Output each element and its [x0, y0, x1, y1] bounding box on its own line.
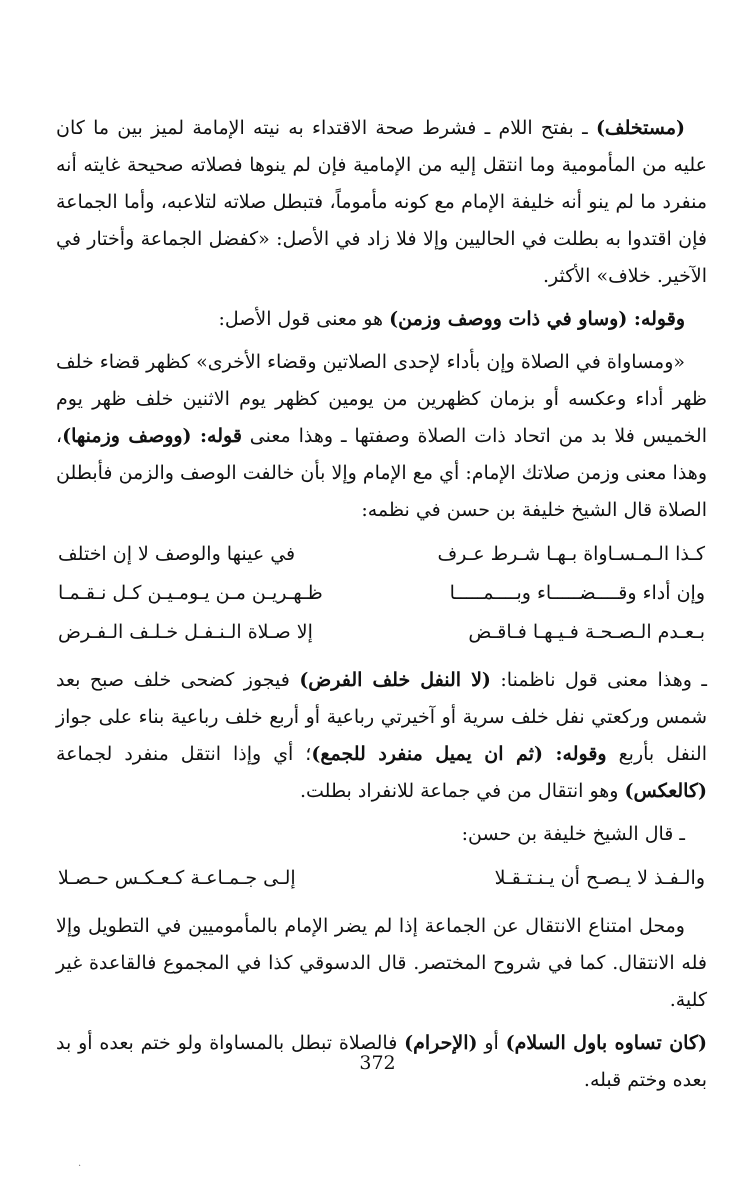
verse-second-hemistich: في عينها والوصف لا إن اختلف — [58, 543, 296, 565]
quote-bold: (كان تساوه باول السلام) — [505, 1032, 707, 1054]
verse-line — [56, 613, 707, 652]
paragraph-2 — [56, 301, 707, 338]
paragraph-text: «ومساواة في الصلاة وإن بأداء لإحدى الصلاتين وقضاء الأخرى» كظهر قضاء خلف ظهر أداء وعكسه أو بزمان كظهرين من يومين كظهر يوم الاثنين خلف ظهر يوم الخميس فلا بد من اتحاد ذات الصلاة وصفتها ـ وهذا معنى — [56, 351, 707, 447]
quote-bold: (كالعكس) — [624, 780, 707, 802]
verse-line — [56, 859, 707, 898]
verse-first-hemistich: وإن أداء وقــــضـــــاء وبــــمـــــا — [449, 582, 705, 604]
paragraph-1 — [56, 110, 707, 295]
poem-block-2 — [56, 859, 707, 898]
paragraph-6 — [56, 908, 707, 1019]
paragraph-text: فالصلاة تبطل بالمساواة ولو ختم بعده أو بد بعده وختم قبله. — [56, 1032, 707, 1091]
paragraph-4 — [56, 662, 707, 810]
quote-bold: (وساو في ذات ووصف وزمن) — [389, 308, 628, 330]
paragraph-text: فيجوز كضحى خلف صبح بعد شمس وركعتي نفل خلف سرية أو آخيرتي رباعية أو أربع خلف رباعية بناء على جواز النفل بأربع — [56, 669, 707, 765]
verse-first-hemistich: والـفـذ لا يـصـح أن يـنـتـقـلا — [494, 867, 705, 889]
paragraph-5 — [56, 816, 707, 853]
verse-second-hemistich: إلـى جـمـاعـة كـعـكـس حـصـلا — [58, 867, 296, 889]
verse-first-hemistich: كـذا الـمـسـاواة بـهـا شـرط عـرف — [437, 543, 705, 565]
verse-line — [56, 574, 707, 613]
quote-bold: وقوله: (ثم ان يميل منفرد للجمع) — [311, 743, 607, 765]
paragraph-text: ـ وهذا معنى قول ناظمنا: — [490, 669, 707, 691]
verse-second-hemistich: إلا صـلاة الـنـفـل خـلـف الـفـرض — [58, 621, 313, 643]
verse-first-hemistich: بـعـدم الـصـحـة فـيـهـا فـاقـض — [468, 621, 705, 643]
paragraph-text: هو معنى قول الأصل: — [218, 308, 390, 330]
quote-bold: (لا النفل خلف الفرض) — [299, 669, 491, 691]
paragraph-text: أو — [477, 1032, 506, 1054]
page-number: 372 — [359, 1052, 396, 1074]
quote-bold: قوله: (ووصف وزمنها) — [62, 425, 242, 447]
paragraph-text: ، وهذا معنى وزمن صلاتك الإمام: أي مع الإمام وإلا بأن خالفت الوصف والزمن فأبطلن الصلاة قال الشيخ خليفة بن حسن في نظمه: — [56, 425, 707, 521]
paragraph-3 — [56, 344, 707, 529]
quote-bold: (الإحرام) — [404, 1032, 478, 1054]
poem-block-1 — [56, 535, 707, 652]
paragraph-text: ـ بفتح اللام ـ فشرط صحة الاقتداء به نيته الإمامة لميز بين ما كان عليه من المأمومية وما انتقل إليه من الإمامية فإن لم ينوها فصلاته صحيحة غايته أنه منفرد ما لم ينو أنه خليفة الإمام مع كونه مأموماً، فتبطل صلاته لتلاعبه، وأما الجماعة فإن اقتدوا به بطلت في الحاليين وإلا فلا زاد في الأصل: «كفضل الجماعة وأختار في الآخير. خلاف» الأكثر. — [56, 117, 707, 287]
term-bold: وقوله: — [627, 308, 685, 330]
term-bold: (مستخلف) — [595, 117, 685, 139]
paragraph-text: ومحل امتناع الانتقال عن الجماعة إذا لم يضر الإمام بالمأموميين في التطويل وإلا فله الانتقال. كما في شروح المختصر. قال الدسوقي كذا في المجموع فالقاعدة غير كلية. — [56, 915, 707, 1011]
verse-second-hemistich: ظـهـريـن مـن يـومـيـن كـل نـقـمـا — [58, 582, 323, 604]
verse-line — [56, 535, 707, 574]
paragraph-text: وهو انتقال من في جماعة للانفراد بطلت. — [299, 780, 625, 802]
paragraph-text: ؛ أي وإذا انتقل منفرد لجماعة — [56, 743, 312, 765]
footer-mark: . — [78, 1158, 82, 1169]
paragraph-text: ـ قال الشيخ خليفة بن حسن: — [461, 823, 685, 845]
